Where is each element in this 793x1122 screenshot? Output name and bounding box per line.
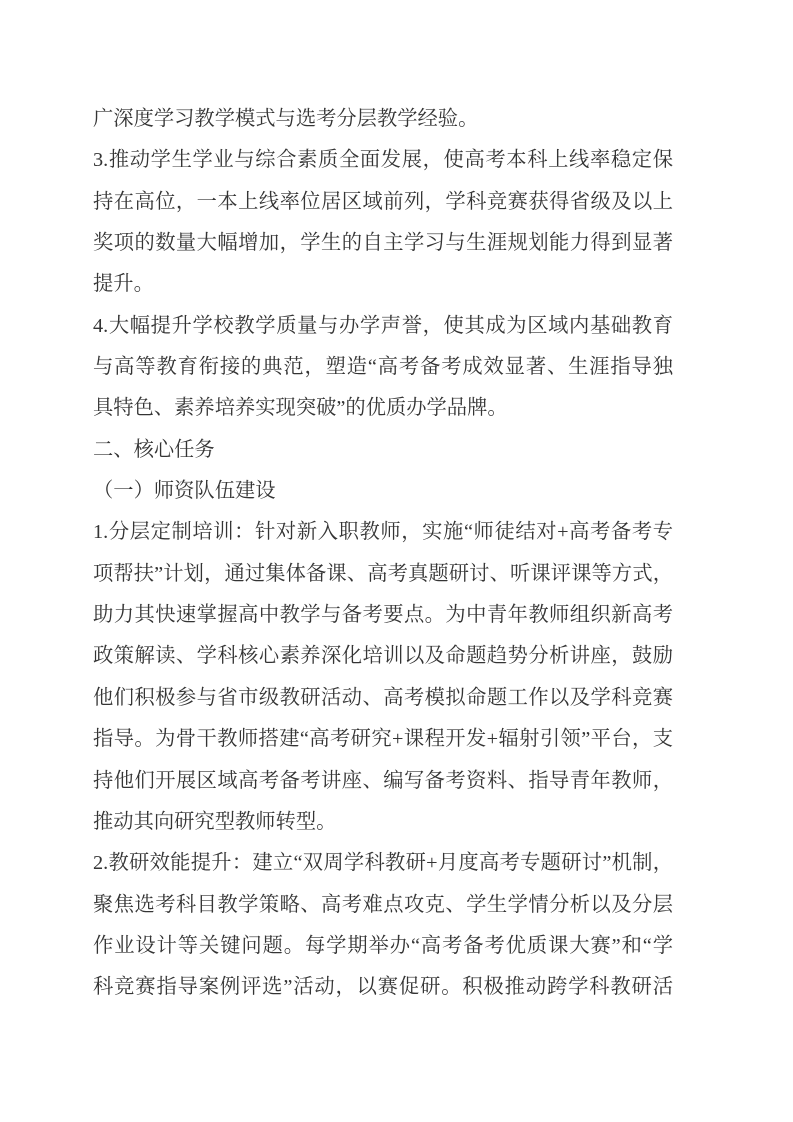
text-line: 项帮扶”计划，通过集体备课、高考真题研讨、听课评课等方式， — [93, 562, 673, 585]
text-line: 他们积极参与省市级教研活动、高考模拟命题工作以及学科竞赛 — [93, 686, 673, 709]
text-line: 4.大幅提升学校教学质量与办学声誉，使其成为区域内基础教育 — [93, 314, 673, 337]
heading-teacher-team-building — [93, 471, 673, 512]
text-line: 助力其快速掌握高中教学与备考要点。为中青年教师组织新高考 — [93, 604, 673, 627]
text-line: 科竞赛指导案例评选”活动，以赛促研。积极推动跨学科教研活 — [93, 976, 673, 999]
text-line: 持他们开展区域高考备考讲座、编写备考资料、指导青年教师， — [93, 769, 673, 792]
para-carryover — [93, 99, 673, 140]
text-line: 奖项的数量大幅增加，学生的自主学习与生涯规划能力得到显著 — [93, 232, 673, 255]
heading-core-tasks — [93, 430, 673, 471]
text-line: 推动其向研究型教师转型。 — [93, 810, 337, 833]
para-task-1-tiered-training — [93, 512, 673, 843]
para-goal-4 — [93, 306, 673, 430]
text-line: 提升。 — [93, 273, 154, 296]
document-body — [93, 99, 673, 1009]
text-line: 持在高位，一本上线率位居区域前列，学科竞赛获得省级及以上 — [93, 190, 673, 213]
text-line: 政策解读、学科核心素养深化培训以及命题趋势分析讲座，鼓励 — [93, 645, 673, 668]
text-line: 广深度学习教学模式与选考分层教学经验。 — [93, 108, 479, 130]
para-goal-3 — [93, 140, 673, 305]
text-line: 与高等教育衔接的典范，塑造“高考备考成效显著、生涯指导独 — [93, 356, 673, 379]
text-line: 二、核心任务 — [93, 438, 215, 461]
text-line: 作业设计等关键问题。每学期举办“高考备考优质课大赛”和“学 — [93, 934, 673, 957]
text-line: 具特色、素养培养实现突破”的优质办学品牌。 — [93, 397, 508, 420]
text-line: 3.推动学生学业与综合素质全面发展，使高考本科上线率稳定保 — [93, 149, 673, 172]
text-line: （一）师资队伍建设 — [93, 480, 276, 503]
text-line: 1.分层定制培训：针对新入职教师，实施“师徒结对+高考备考专 — [93, 521, 673, 544]
text-line: 指导。为骨干教师搭建“高考研究+课程开发+辐射引领”平台，支 — [93, 728, 673, 751]
para-task-2-research-efficiency — [93, 843, 673, 1008]
text-line: 聚焦选考科目教学策略、高考难点攻克、学生学情分析以及分层 — [93, 893, 673, 916]
text-line: 2.教研效能提升：建立“双周学科教研+月度高考专题研讨”机制， — [93, 852, 673, 875]
